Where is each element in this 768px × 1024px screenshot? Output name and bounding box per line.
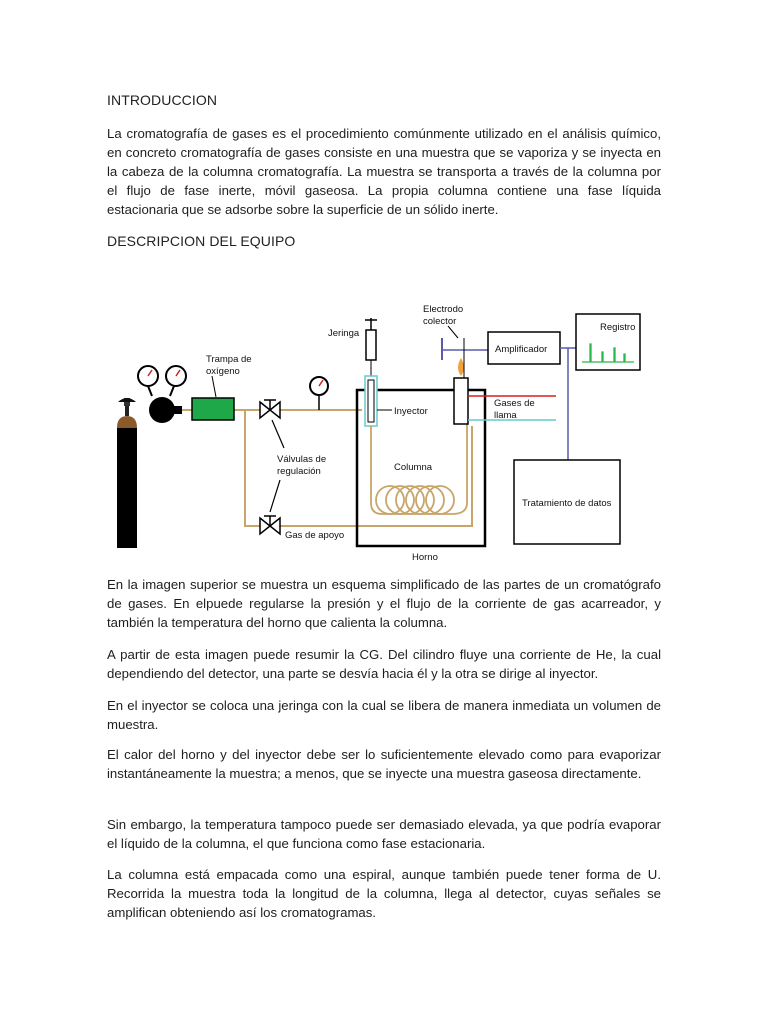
syringe — [365, 318, 377, 376]
recorder-label: Registro — [600, 322, 636, 333]
injector — [365, 376, 377, 426]
electrode-label-2: colector — [423, 316, 457, 327]
equipment-heading: DESCRIPCION DEL EQUIPO — [107, 233, 296, 249]
paragraph-injector: En el inyector se coloca una jeringa con la cual se libera de manera inmediata un volumen de muestra. — [107, 698, 661, 732]
support-gas-label: Gas de apoyo — [285, 530, 345, 541]
electrode-label: Electrodo — [423, 304, 464, 315]
column-label: Columna — [394, 462, 433, 473]
syringe-label: Jeringa — [328, 328, 360, 339]
flame — [458, 358, 464, 376]
valves-label-2: regulación — [277, 466, 321, 477]
flame-gases-label-2: llama — [494, 410, 517, 421]
valves-label: Válvulas de — [277, 454, 327, 465]
line-pressure-gauge — [310, 377, 328, 410]
injector-label: Inyector — [394, 406, 428, 417]
data-processing-label: Tratamiento de datos — [522, 498, 612, 509]
paragraph-scheme: En la imagen superior se muestra un esquema simplificado de las partes de un cromatógrafo de gases. En elpuede regularse la presión y el flujo de la corriente de gas acarreador, y también la temperatura del horno que calienta la columna. — [107, 577, 661, 630]
oxygen-trap-label: Trampa de — [206, 354, 252, 365]
oven-label: Horno — [412, 552, 438, 563]
intro-heading: INTRODUCCION — [107, 92, 218, 108]
detector — [454, 378, 468, 424]
paragraph-column: La columna está empacada como una espiral, aunque también puede tener forma de U. Recorrida la muestra toda la longitud de la columna, llega al detector, cuyas señales se amplifican obteniendo así los cromatogramas. — [107, 867, 661, 920]
intro-paragraph: La cromatografía de gases es el procedimiento comúnmente utilizado en el análisis químico, en concreto cromatografía de gases consiste en una muestra que se vaporiza y se inyecta en la cabeza de la columna cromatografía. La muestra se transporta a través de la columna por el flujo de fase inerte, móvil gaseosa. La propia columna contiene una fase líquida estacionaria que se adsorbe sobre la superficie de un sólido inerte. — [107, 126, 661, 217]
gas-cylinder — [117, 398, 137, 548]
paragraph-heat: El calor del horno y del inyector debe ser lo suficientemente elevado como para evaporizar instantáneamente la muestra; a menos, que se inyecte una muestra gaseosa directamente. — [107, 747, 661, 781]
oxygen-trap — [192, 398, 234, 420]
pressure-regulator — [138, 366, 186, 423]
paragraph-summary: A partir de esta imagen puede resumir la CG. Del cilindro fluye una corriente de He, la cual dependiendo del detector, una parte se desvía hacia él y la otra se dirige al inyector. — [107, 647, 661, 681]
paragraph-temperature: Sin embargo, la temperatura tampoco puede ser demasiado elevada, ya que podría evaporar el líquido de la columna, el que funciona como fase estacionaria. — [107, 817, 661, 851]
oxygen-trap-label-2: oxígeno — [206, 366, 240, 377]
flame-gases-label: Gases de — [494, 398, 535, 409]
amplifier-label: Amplificador — [495, 344, 548, 355]
gas-chromatograph-diagram — [112, 298, 667, 570]
